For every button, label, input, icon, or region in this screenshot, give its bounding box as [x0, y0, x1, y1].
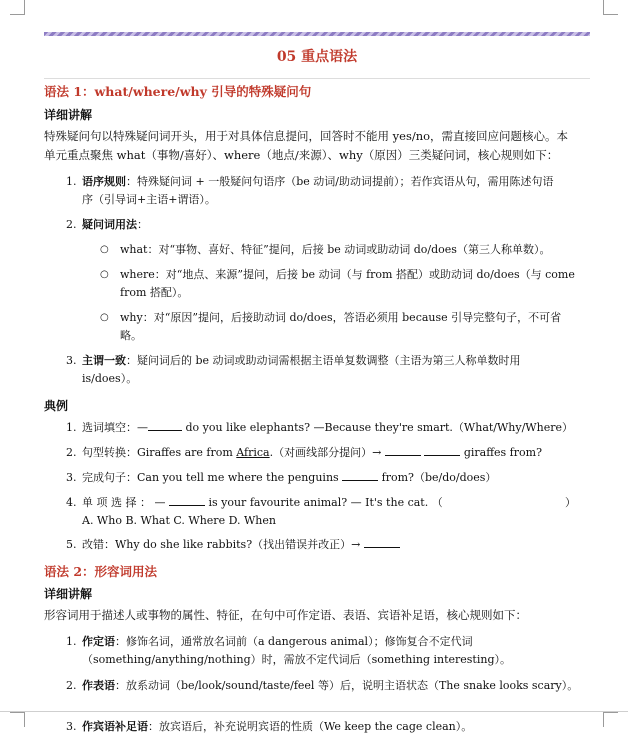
answer-blank[interactable] [364, 536, 400, 548]
rule-text-line1: ：修饰名词，通常放名词前（a dangerous animal）；修饰复合不定代词 [115, 635, 473, 648]
example-number: 5. [66, 538, 77, 551]
example-suffix: from?（be/do/does） [378, 471, 497, 484]
rule-text-line2: 序（引导词+主语+谓语）。 [82, 193, 216, 206]
section1-intro-line2: 单元重点聚焦 what（事物/喜好）、where（地点/来源）、why（原因）三类疑问词，核心规则如下： [44, 148, 559, 162]
example-number: 4. [66, 496, 77, 509]
rule-label: 语序规则 [82, 175, 126, 188]
bullet-line1: what：对“事物、喜好、特征”提问，后接 be 动词或助动词 do/does（第三人称单数）。 [120, 243, 551, 256]
example-suffix: do you like elephants? —Because they're smart.（What/Why/Where） [182, 421, 573, 434]
example-5 [66, 536, 590, 554]
example-number: 3. [66, 471, 77, 484]
rule-number: 3. [66, 354, 77, 367]
section2-rule-2 [66, 677, 590, 695]
bullet-why [100, 309, 590, 345]
bullet-line2: from 搭配）。 [120, 286, 189, 299]
section1-intro-line1: 特殊疑问句以特殊疑问词开头，用于对具体信息提问，回答时不能用 yes/no，需直接回应问题核心。本 [44, 129, 569, 143]
page-title: 05 重点语法 [276, 49, 358, 65]
bullet-line1: why：对“原因”提问，后接助动词 do/does，答语必须用 because 引导完整句子，不可省 [120, 311, 562, 324]
section1-rule-3 [66, 352, 590, 388]
example-middle: .（对画线部分提问）→ [269, 446, 385, 459]
answer-blank[interactable] [169, 494, 205, 506]
rule-label: 作表语 [82, 679, 115, 692]
example-middle: is your favourite animal? — It's the cat. （ [204, 496, 443, 509]
title-bar [44, 32, 590, 78]
section1-rule-1 [66, 173, 590, 209]
example-prefix: 完成句子：Can you tell me where the penguins [82, 471, 343, 484]
rule-label: 主谓一致 [82, 354, 126, 367]
bullet-line2: 略。 [120, 329, 142, 342]
example-end: ） [565, 496, 576, 509]
example-1 [66, 419, 590, 437]
rule-text-line1: ： [137, 218, 148, 231]
section1-rule-2 [66, 216, 590, 234]
example-number: 1. [66, 421, 77, 434]
rule-number: 1. [66, 635, 77, 648]
answer-blank[interactable] [342, 469, 378, 481]
rule-text-line2: is/does）。 [82, 372, 138, 385]
section1-intro [44, 127, 590, 165]
bullet-circle-icon: ○ [100, 269, 109, 280]
crop-mark-bottom-left [10, 712, 25, 727]
crop-mark-top-left [10, 0, 25, 15]
section2-rule-1 [66, 633, 590, 669]
page-separator [0, 711, 628, 712]
underlined-word: Africa [236, 446, 270, 459]
bullet-where [100, 266, 590, 302]
rule-label: 疑问词用法 [82, 218, 137, 231]
example-2 [66, 444, 590, 462]
bullet-circle-icon: ○ [100, 244, 109, 255]
example-prefix: 句型转换：Giraffes are from [82, 446, 237, 459]
example-4 [66, 494, 590, 530]
example-suffix: giraffes from? [460, 446, 542, 459]
rule-label: 作定语 [82, 635, 115, 648]
section2-rule-3 [66, 718, 590, 736]
rule-text-line1: ：特殊疑问词 + 一般疑问句语序（be 动词/助动词提前）；若作宾语从句，需用陈述句语 [126, 175, 554, 188]
answer-blank[interactable] [385, 444, 421, 456]
section2-heading: 语法 2：形容词用法 [44, 564, 158, 579]
bullet-circle-icon: ○ [100, 312, 109, 323]
rule-number: 3. [66, 720, 77, 733]
crop-mark-bottom-right [603, 712, 618, 727]
example-prefix: 选词填空：— [82, 421, 148, 434]
rule-label: 作宾语补足语 [82, 720, 148, 733]
rule-number: 2. [66, 218, 77, 231]
crop-mark-top-right [603, 0, 618, 15]
section1-heading: 语法 1：what/where/why 引导的特殊疑问句 [44, 84, 312, 99]
bullet-line1: where：对“地点、来源”提问，后接 be 动词（与 from 搭配）或助动词 do/does（与 come [120, 268, 575, 281]
example-3 [66, 469, 590, 487]
example-prefix: 改错：Why do she like rabbits?（找出错误并改正）→ [82, 538, 364, 551]
examples-label: 典例 [44, 399, 69, 413]
rule-text-line1: ：疑问词后的 be 动词或助动词需根据主语单复数调整（主语为第三人称单数时用 [126, 354, 521, 367]
rule-text-line1: ：放系动词（be/look/sound/taste/feel 等）后，说明主语状态（The snake looks scary）。 [115, 679, 579, 692]
section2-detail-label: 详细讲解 [44, 587, 93, 601]
example-prefix: 单 项 选 择 ： — [82, 496, 169, 509]
rule-text-line2: （something/anything/nothing）时，需放不定代词后（something interesting）。 [82, 653, 511, 666]
rule-text-line1: ：放宾语后，补充说明宾语的性质（We keep the cage clean）。 [148, 720, 473, 733]
example-options: A. Who B. What C. Where D. When [82, 514, 276, 527]
rule-number: 1. [66, 175, 77, 188]
answer-blank[interactable] [424, 444, 460, 456]
section1-detail-label: 详细讲解 [44, 108, 93, 122]
section2-intro: 形容词用于描述人或事物的属性、特征，在句中可作定语、表语、宾语补足语，核心规则如下： [44, 608, 527, 622]
answer-blank[interactable] [148, 419, 182, 431]
example-number: 2. [66, 446, 77, 459]
bullet-what [100, 241, 590, 259]
rule-number: 2. [66, 679, 77, 692]
